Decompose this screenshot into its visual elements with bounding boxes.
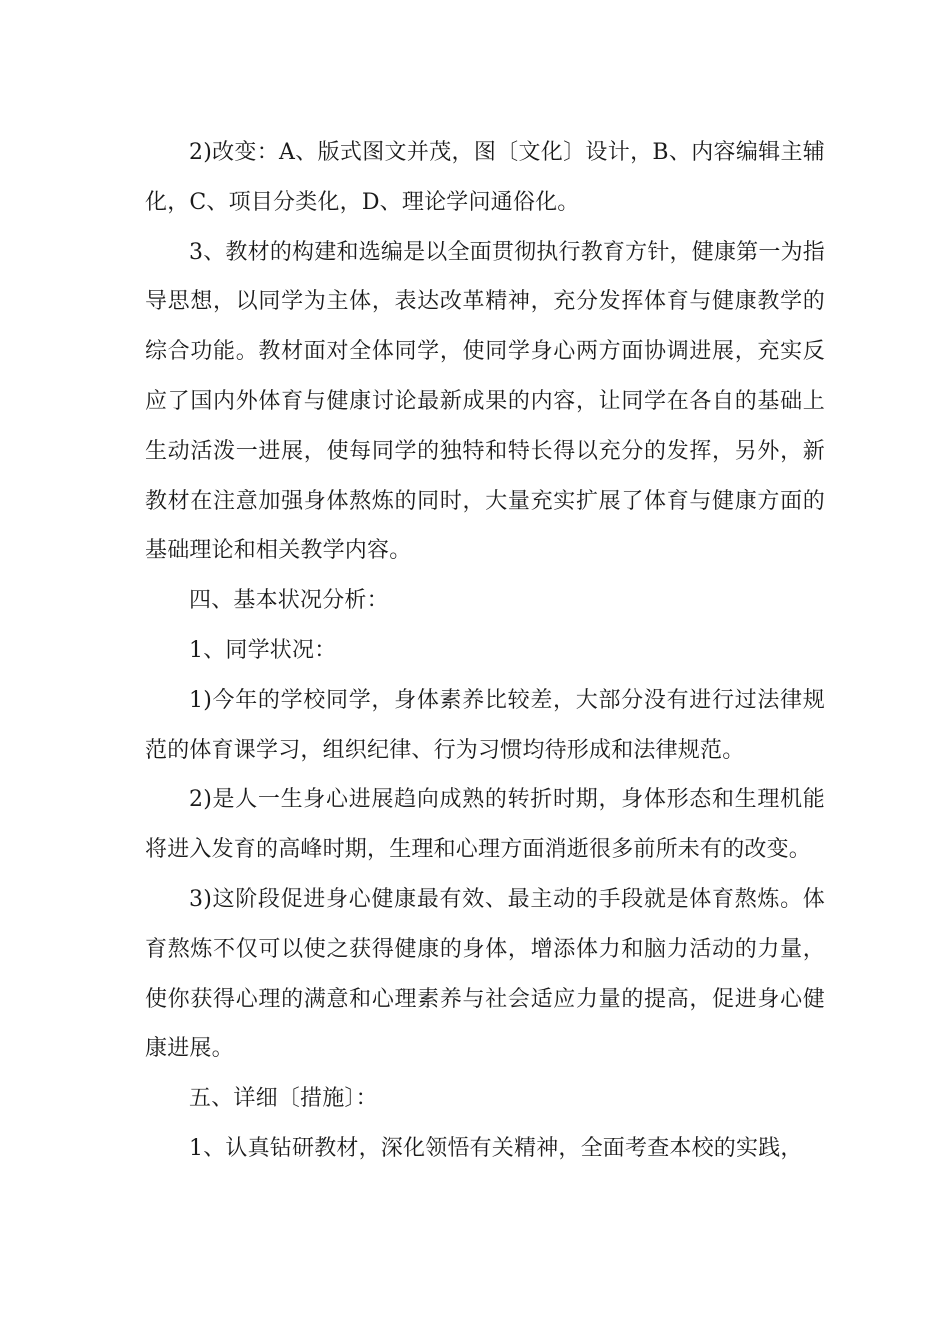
paragraph-student-point-2: 2)是人一生身心进展趋向成熟的转折时期，身体形态和生理机能将进入发育的高峰时期，生理和心理方面消逝很多前所未有的改变。 [145, 787, 825, 863]
paragraph-student-point-1: 1)今年的学校同学，身体素养比较差，大部分没有进行过法律规范的体育课学习，组织纪律、行为习惯均待形成和法律规范。 [145, 687, 825, 763]
section-heading-measures: 五、详细〔措施〕： [189, 1086, 378, 1112]
paragraph-textbook-construction: 3、教材的构建和选编是以全面贯彻执行教育方针，健康第一为指导思想，以同学为主体，表达改革精神，充分发挥体育与健康教学的综合功能。教材面对全体同学，使同学身心两方面协调进展，充实反应了国内外体育与健康讨论最新成果的内容，让同学在各自的基础上生动活泼一进展，使每同学的独特和特长得以充分的发挥，另外，新教材在注意加强身体熬炼的同时，大量充实扩展了体育与健康方面的基础理论和相关教学内容。 [145, 239, 825, 564]
paragraph-measure-1: 1、认真钻研教材，深化领悟有关精神，全面考查本校的实践， [189, 1135, 803, 1161]
subheading-student-status: 1、同学状况： [189, 637, 337, 663]
document-body [145, 128, 825, 1174]
paragraph-change-list: 2)改变：A、版式图文并茂，图〔文化〕设计，B、内容编辑主辅化，C、项目分类化，D、理论学问通俗化。 [145, 140, 825, 215]
section-heading-basic-analysis: 四、基本状况分析： [189, 588, 389, 614]
paragraph-student-point-3: 3)这阶段促进身心健康最有效、最主动的手段就是体育熬炼。体育熬炼不仅可以使之获得健康的身体，增添体力和脑力活动的力量，使你获得心理的满意和心理素养与社会适应力量的提高，促进身心健康进展。 [145, 886, 825, 1062]
